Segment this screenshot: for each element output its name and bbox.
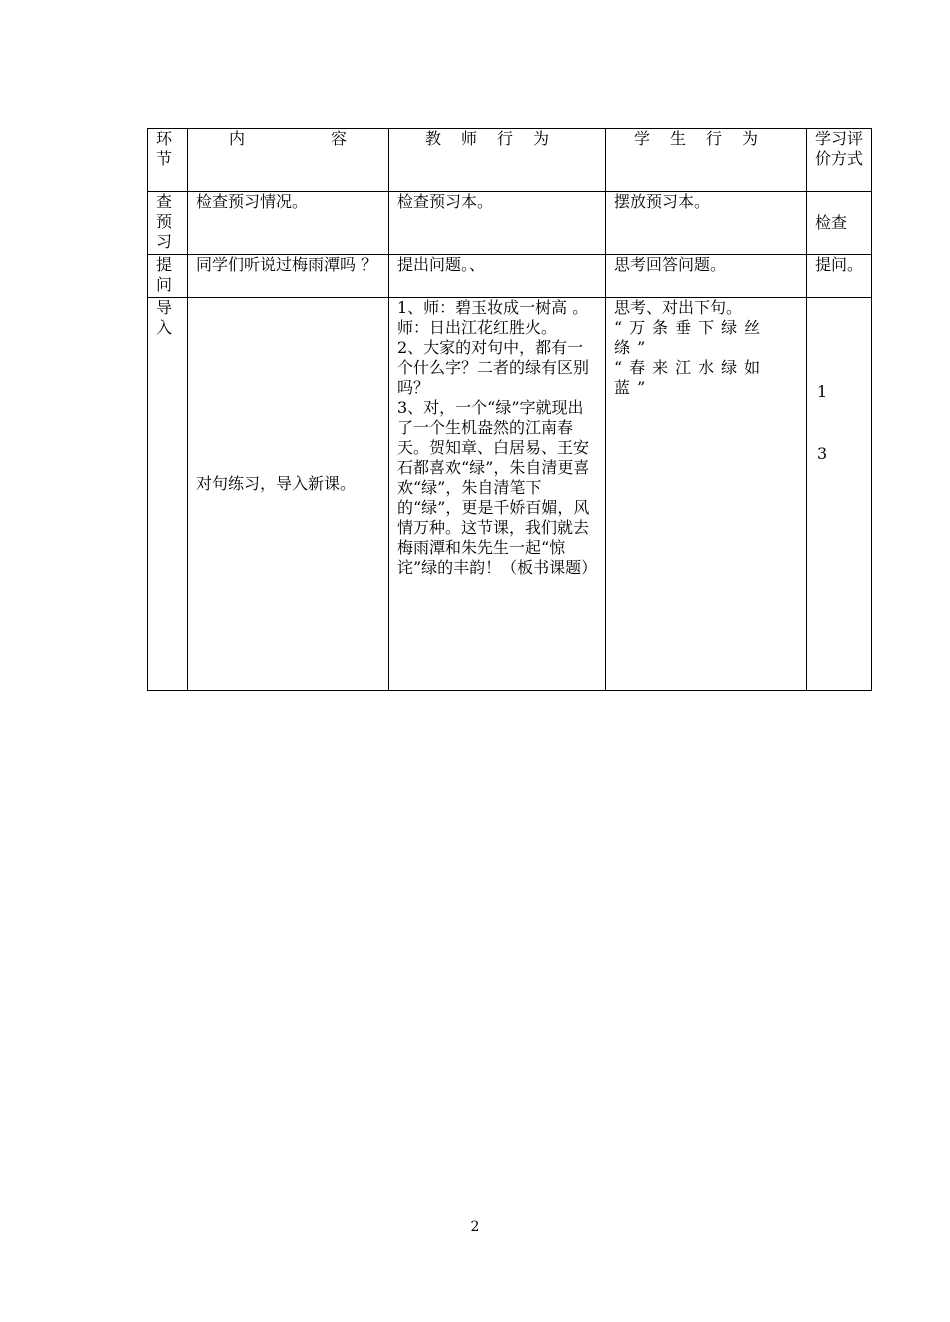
cell-eval: 检查	[807, 192, 872, 255]
header-stage: 环节	[148, 129, 188, 192]
lesson-plan-table	[147, 128, 872, 691]
cell-teacher	[389, 298, 606, 691]
cell-student: 摆放预习本。	[606, 192, 807, 255]
teacher-line: 3、对，一个“绿”字就现出了一个生机盎然的江南春天。贺知章、白居易、王安石都喜欢“绿”，朱自清更喜欢“绿”，朱自清笔下的“绿”，更是千娇百媚，风情万种。这节课，我们就去梅雨潭和朱先生一起“惊诧”绿的丰韵！（板书课题）	[397, 398, 598, 577]
cell-eval: 提问。	[807, 255, 872, 298]
header-teacher: 教师行为	[389, 129, 606, 192]
cell-student: 思考回答问题。	[606, 255, 807, 298]
teacher-line: 1、师：碧玉妆成一树高 。	[397, 298, 589, 317]
cell-content: 同学们听说过梅雨潭吗 ？	[188, 255, 389, 298]
table-row	[148, 255, 872, 298]
header-content	[188, 129, 389, 192]
cell-teacher: 提出问题。、	[389, 255, 606, 298]
cell-stage: 导入	[148, 298, 188, 691]
table-header-row	[148, 129, 872, 192]
cell-stage: 提问	[148, 255, 188, 298]
cell-student	[606, 298, 807, 691]
cell-content: 检查预习情况。	[188, 192, 389, 255]
table-row	[148, 192, 872, 255]
table-row	[148, 298, 872, 691]
cell-stage: 查预习	[148, 192, 188, 255]
header-content-a: 内	[228, 129, 245, 148]
teacher-line: 师：日出江花红胜火。	[397, 318, 558, 337]
student-line: “春来江水绿如蓝”	[614, 358, 768, 397]
page-number: 2	[470, 1219, 480, 1235]
cell-eval	[807, 298, 872, 691]
student-line: 思考、对出下句。	[614, 298, 743, 317]
header-student: 学生行为	[606, 129, 807, 192]
cell-teacher: 检查预习本。	[389, 192, 606, 255]
cell-content	[188, 298, 389, 691]
header-content-b: 容	[331, 129, 348, 148]
content-text: 对句练习，导入新课。	[196, 474, 357, 493]
header-eval: 学习评价方式	[807, 129, 872, 192]
teacher-line: 2、大家的对句中，都有一个什么字？二者的绿有区别吗？	[397, 338, 590, 397]
student-line: “万条垂下绿丝绦”	[614, 318, 768, 357]
eval-value: 3	[817, 444, 828, 463]
eval-value: 1	[817, 382, 828, 401]
